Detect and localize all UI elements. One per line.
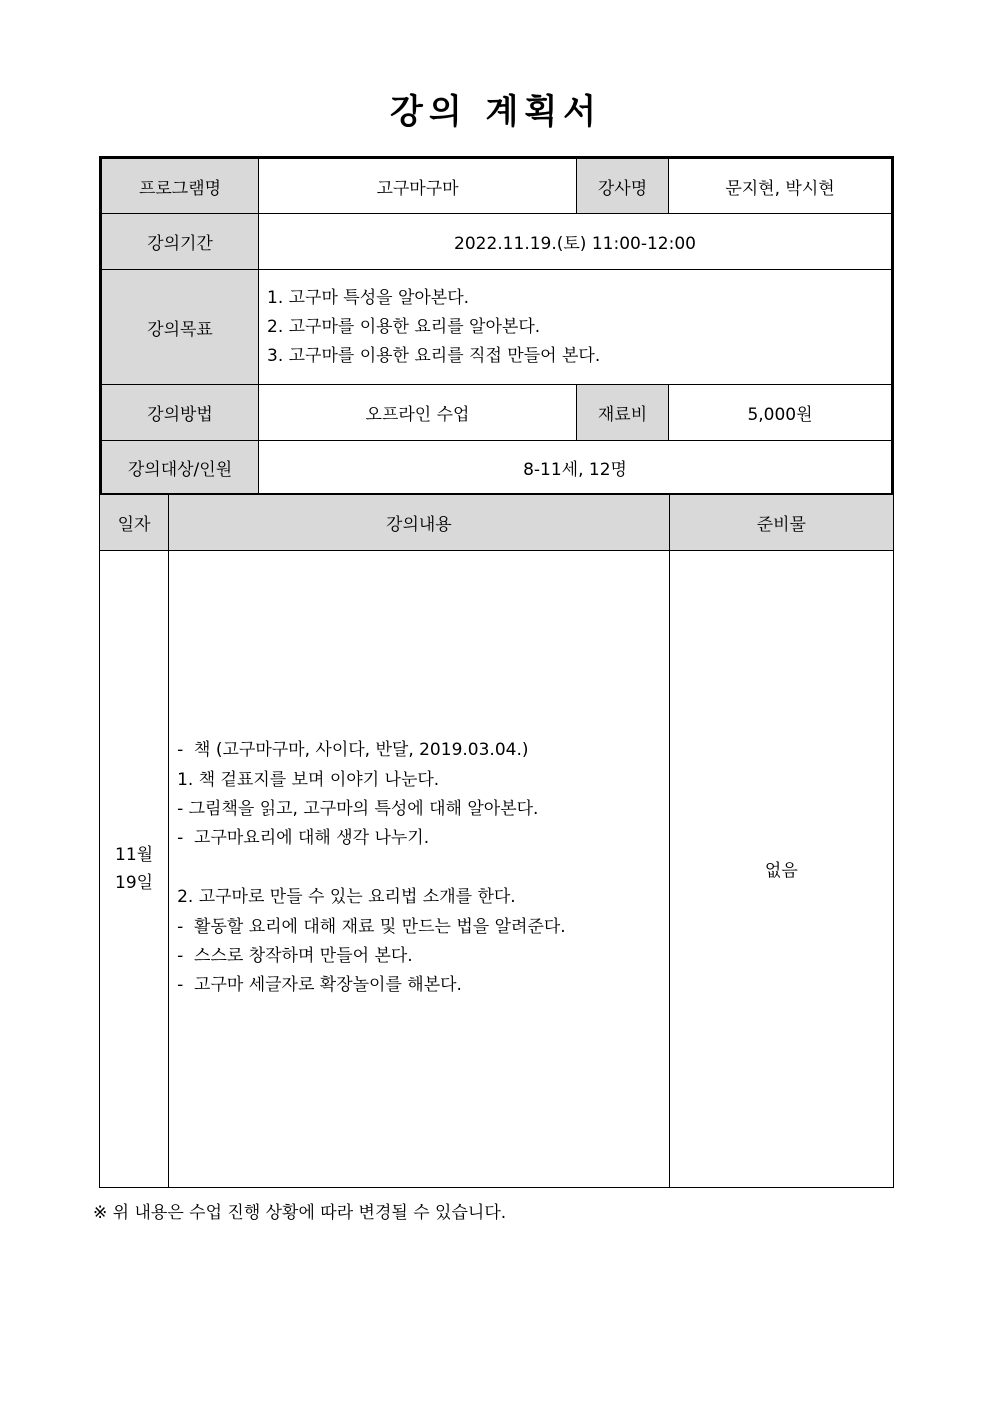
program-row [101, 158, 893, 214]
plan-row [100, 550, 894, 1187]
goal-item: 3. 고구마를 이용한 요리를 직접 만들어 본다. [267, 345, 601, 366]
lesson-day: 19일 [115, 872, 154, 893]
content-line: - 고구마요리에 대해 생각 나누기. [177, 828, 430, 849]
fee-label: 재료비 [577, 385, 669, 441]
instructor-value: 문지현, 박시현 [669, 158, 893, 214]
course-info-table [99, 156, 894, 496]
instructor-label: 강사명 [577, 158, 669, 214]
content-line [177, 854, 669, 883]
period-value: 2022.11.19.(토) 11:00-12:00 [259, 214, 893, 270]
content-line: - 활동할 요리에 대해 재료 및 만드는 법을 알려준다. [177, 916, 566, 937]
goal-label: 강의목표 [101, 270, 259, 385]
goal-item: 1. 고구마 특성을 알아본다. [267, 287, 470, 308]
footnote: ※ 위 내용은 수업 진행 상황에 따라 변경될 수 있습니다. [93, 1203, 507, 1223]
plan-header-row [100, 495, 894, 550]
materials-header: 준비물 [669, 495, 893, 550]
content-line: - 책 (고구마구마, 사이다, 반달, 2019.03.04.) [177, 740, 529, 761]
period-row [101, 214, 893, 270]
content-line: 1. 책 겉표지를 보며 이야기 나눈다. [177, 769, 440, 790]
goal-list [259, 270, 893, 385]
content-line: - 고구마 세글자로 확장놀이를 해본다. [177, 975, 462, 996]
lesson-date [100, 550, 169, 1187]
method-label: 강의방법 [101, 385, 259, 441]
content-line: - 스스로 창작하며 만들어 본다. [177, 946, 413, 966]
target-value: 8-11세, 12명 [259, 441, 893, 495]
goal-item: 2. 고구마를 이용한 요리를 알아본다. [267, 316, 541, 337]
target-row [101, 441, 893, 495]
method-value: 오프라인 수업 [259, 385, 577, 441]
target-label: 강의대상/인원 [101, 441, 259, 495]
period-label: 강의기간 [101, 214, 259, 270]
date-header: 일자 [100, 495, 169, 550]
program-label: 프로그램명 [101, 158, 259, 214]
lesson-plan-table [99, 495, 894, 1188]
program-value: 고구마구마 [259, 158, 577, 214]
lesson-content [169, 550, 670, 1187]
content-line: - 그림책을 읽고, 고구마의 특성에 대해 알아본다. [177, 798, 539, 819]
content-line: 2. 고구마로 만들 수 있는 요리법 소개를 한다. [177, 887, 516, 908]
lesson-month: 11월 [115, 844, 154, 865]
fee-value: 5,000원 [669, 385, 893, 441]
document-title: 강의 계획서 [389, 92, 603, 132]
goal-row [101, 270, 893, 385]
materials-value: 없음 [669, 550, 893, 1187]
content-header: 강의내용 [169, 495, 670, 550]
method-row [101, 385, 893, 441]
